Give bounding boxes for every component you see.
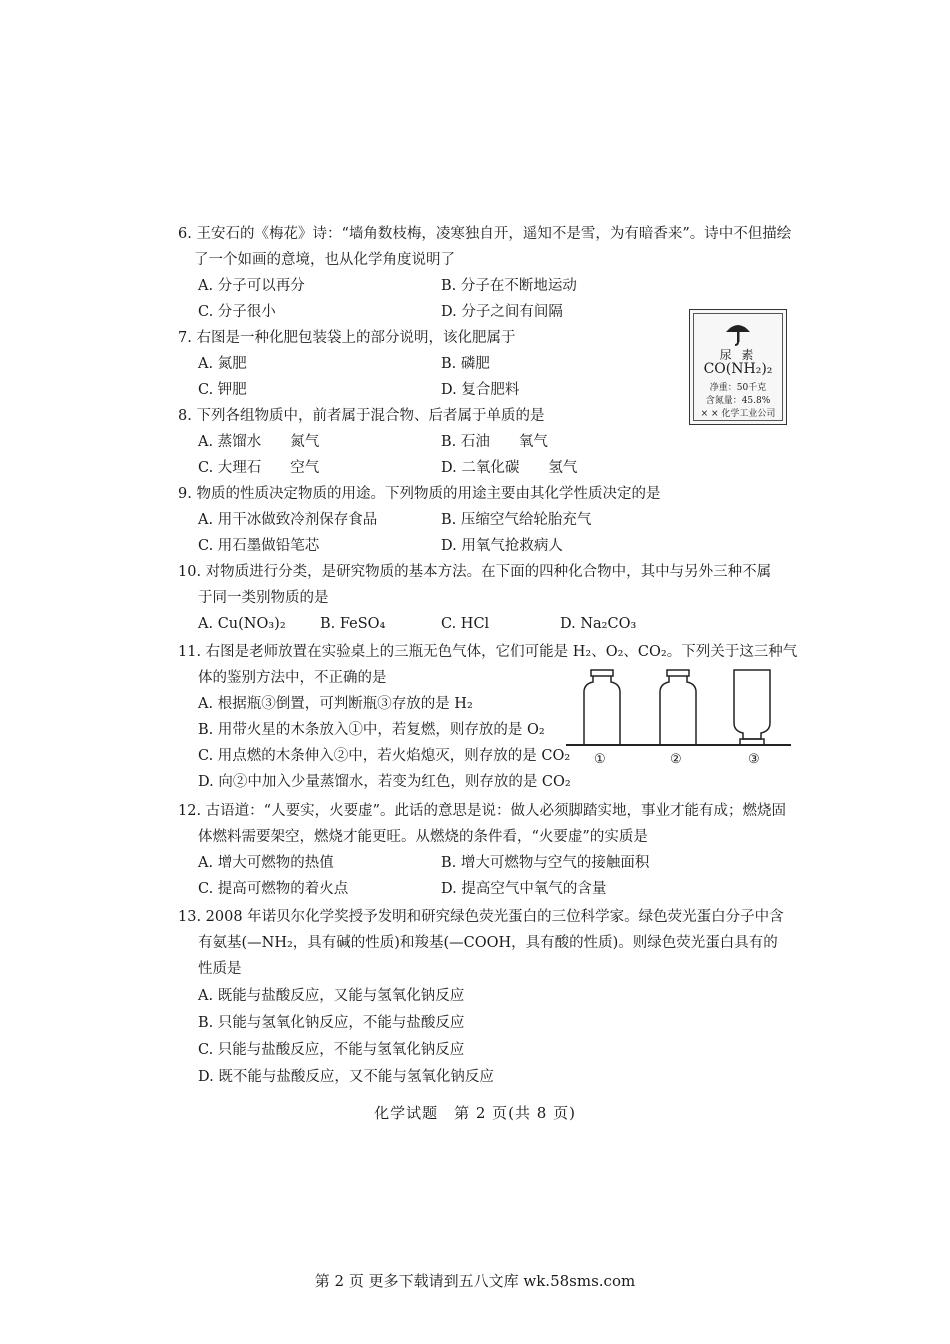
- q13-option-c: C. 只能与盐酸反应，不能与氢氧化钠反应: [198, 1042, 465, 1058]
- fertilizer-formula: CO(NH₂)₂: [703, 361, 773, 377]
- page-footer-site: 第 2 页 更多下载请到五八文库 wk.58sms.com: [314, 1272, 636, 1290]
- fertilizer-company: × × 化学工业公司: [700, 409, 776, 419]
- fertilizer-name: 尿 素: [719, 348, 757, 362]
- bottle-3-inverted: [734, 670, 770, 745]
- q11-stem-line1: 11. 右图是老师放置在实验桌上的三瓶无色气体，它们可能是 H₂、O₂、CO₂。下列关于这三种气: [178, 644, 798, 660]
- q9-option-d: D. 用氧气抢救病人: [441, 538, 563, 554]
- q6-option-b: B. 分子在不断地运动: [441, 278, 577, 294]
- q9-option-c: C. 用石墨做铅笔芯: [198, 538, 320, 554]
- q8-option-b: B. 石油 氧气: [441, 434, 548, 450]
- q13-stem-line3: 性质是: [198, 961, 242, 977]
- bottle-1: [584, 670, 620, 745]
- q12-option-d: D. 提高空气中氧气的含量: [441, 881, 607, 897]
- q6-option-c: C. 分子很小: [198, 304, 276, 320]
- q8-stem: 8. 下列各组物质中，前者属于混合物、后者属于单质的是: [178, 408, 545, 424]
- fertilizer-net-weight: 净重：50千克: [709, 383, 767, 393]
- q6-stem-line1: 6. 王安石的《梅花》诗：“墙角数枝梅，凌寒独自开，遥知不是雪，为有暗香来”。诗中不但描绘: [178, 226, 792, 242]
- q9-option-a: A. 用干冰做致冷剂保存食品: [198, 512, 378, 528]
- q11-option-d: D. 向②中加入少量蒸馏水，若变为红色，则存放的是 CO₂: [198, 774, 571, 790]
- bottle-label-2: ②: [670, 752, 682, 767]
- q12-option-b: B. 增大可燃物与空气的接触面积: [441, 855, 650, 871]
- q12-stem-line2: 体燃料需要架空，燃烧才能更旺。从燃烧的条件看，“火要虚”的实质是: [198, 829, 648, 845]
- bottle-2: [660, 670, 696, 745]
- fertilizer-nitrogen-content: 含氮量：45.8%: [705, 396, 771, 406]
- q12-stem-line1: 12. 古语道：“人要实，火要虚”。此话的意思是说：做人必须脚踏实地，事业才能有成；燃烧固: [178, 803, 786, 819]
- q11-option-a: A. 根据瓶③倒置，可判断瓶③存放的是 H₂: [198, 696, 473, 712]
- q8-option-d: D. 二氧化碳 氢气: [441, 460, 578, 476]
- q13-option-d: D. 既不能与盐酸反应，又不能与氢氧化钠反应: [198, 1069, 494, 1085]
- q10-stem-line1: 10. 对物质进行分类，是研究物质的基本方法。在下面的四种化合物中，其中与另外三种不属: [178, 564, 772, 580]
- q9-stem: 9. 物质的性质决定物质的用途。下列物质的用途主要由其化学性质决定的是: [178, 486, 661, 502]
- q7-stem: 7. 右图是一种化肥包装袋上的部分说明，该化肥属于: [178, 330, 516, 346]
- q6-option-a: A. 分子可以再分: [198, 278, 305, 294]
- q8-option-a: A. 蒸馏水 氮气: [198, 434, 320, 450]
- q13-option-a: A. 既能与盐酸反应，又能与氢氧化钠反应: [198, 988, 465, 1004]
- q10-option-d: D. Na₂CO₃: [560, 616, 637, 632]
- q13-stem-line2: 有氨基(—NH₂，具有碱的性质)和羧基(—COOH，具有酸的性质)。则绿色荧光蛋白具有的: [198, 935, 778, 951]
- q12-option-a: A. 增大可燃物的热值: [198, 855, 334, 871]
- q10-stem-line2: 于同一类别物质的是: [198, 590, 329, 606]
- q7-option-b: B. 磷肥: [441, 356, 490, 372]
- q10-option-a: A. Cu(NO₃)₂: [198, 616, 286, 632]
- q7-option-a: A. 氮肥: [198, 356, 247, 372]
- q6-option-d: D. 分子之间有间隔: [441, 304, 563, 320]
- q9-option-b: B. 压缩空气给轮胎充气: [441, 512, 592, 528]
- q11-option-b: B. 用带火星的木条放入①中，若复燃，则存放的是 O₂: [198, 722, 545, 738]
- q10-option-b: B. FeSO₄: [320, 616, 386, 632]
- q7-option-d: D. 复合肥料: [441, 382, 520, 398]
- q13-stem-line1: 13. 2008 年诺贝尔化学奖授予发明和研究绿色荧光蛋白的三位科学家。绿色荧光蛋白分子中含: [178, 909, 784, 925]
- q8-option-c: C. 大理石 空气: [198, 460, 320, 476]
- q7-option-c: C. 钾肥: [198, 382, 247, 398]
- q10-option-c: C. HCl: [441, 616, 490, 632]
- bottle-label-3: ③: [748, 752, 760, 767]
- q13-option-b: B. 只能与氢氧化钠反应，不能与盐酸反应: [198, 1015, 465, 1031]
- q6-stem-line2: 了一个如画的意境，也从化学角度说明了: [194, 252, 455, 268]
- bottle-label-1: ①: [594, 752, 606, 767]
- q12-option-c: C. 提高可燃物的着火点: [198, 881, 349, 897]
- q11-stem-line2: 体的鉴别方法中，不正确的是: [198, 670, 387, 686]
- page-footer-title: 化学试题 第 2 页(共 8 页): [374, 1104, 576, 1122]
- fertilizer-label-figure: [689, 309, 787, 425]
- umbrella-icon: [724, 320, 752, 346]
- q11-option-c: C. 用点燃的木条伸入②中，若火焰熄灭，则存放的是 CO₂: [198, 748, 571, 764]
